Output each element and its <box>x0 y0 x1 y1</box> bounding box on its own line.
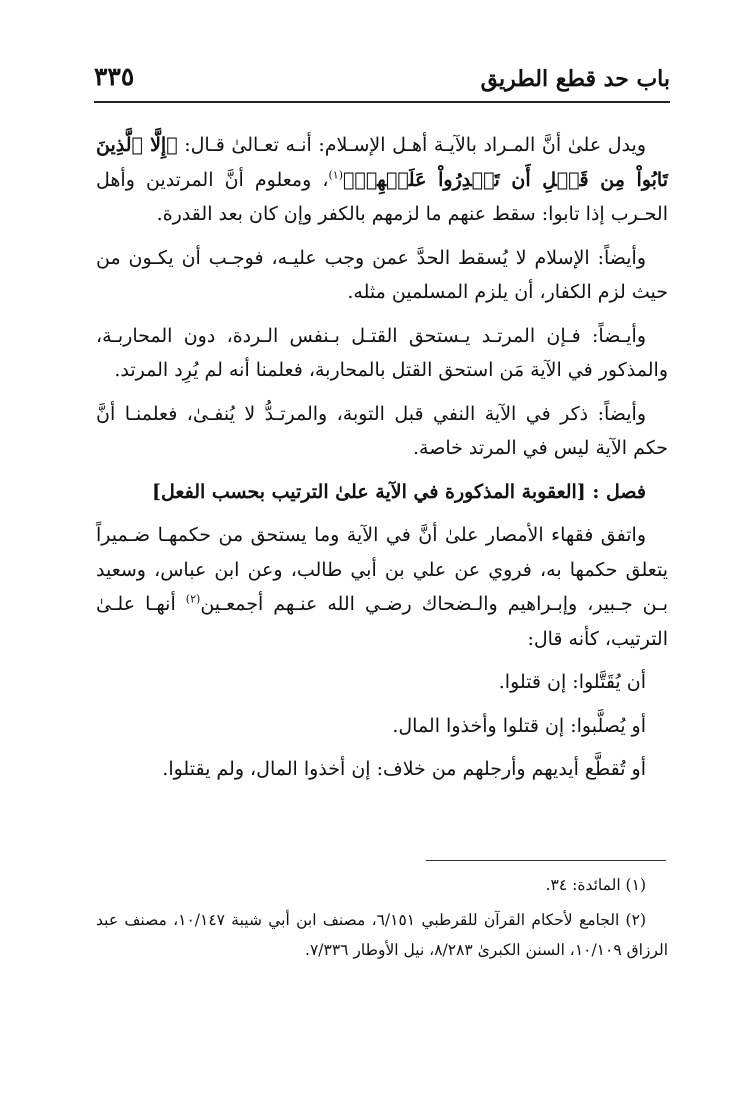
section-heading <box>96 475 668 510</box>
paragraph-3: وأيـضاً: فـإن المرتـد يـستحق القتـل بـنفس الـردة، دون المحاربـة، والمذكور في الآية مَن استحق القتل بالمحاربة، فعلمنا أنه لم يُرِد المرتد. <box>96 324 668 381</box>
footnote-1: (١) المائدة: ٣٤. <box>545 876 646 894</box>
paragraph-2: وأيضاً: الإسلام لا يُسقط الحدَّ عمن وجب عليـه، فوجـب أن يكـون من حيث لزم الكفار، أن يلزم المسلمين مثله. <box>96 246 668 303</box>
main-text <box>96 128 668 796</box>
paragraph-4: وأيضاً: ذكر في الآية النفي قبل التوبة، والمرتـدُّ لا يُنفـىٰ، فعلمنـا أنَّ حكم الآية ليس في المرتد خاصة. <box>96 402 668 459</box>
footnote-ref-2: (٢) <box>185 592 201 606</box>
ruling-line-2: أو يُصلَّبوا: إن قتلوا وأخذوا المال. <box>392 714 646 737</box>
quran-verse: ﴿إِلَّا ٱلَّذِينَ تَابُواْ مِن قَبۡلِ أَن تَقۡدِرُواْ عَلَيۡهِمۡ﴾ <box>96 134 668 191</box>
ruling-line-3: أو تُقطَّع أيديهم وأرجلهم من خلاف: إن أخذوا المال، ولم يقتلوا. <box>162 758 646 780</box>
paragraph-1: ويدل علىٰ أنَّ المـراد بالآيـة أهـل الإسـلام: أنـه تعـالىٰ قـال: ﴿إِلَّا ٱلَّذِينَ تَابُواْ مِن قَبۡلِ أَن تَقۡدِرُواْ عَلَيۡهِمۡ﴾$^{(١)}$، ومعلوم أنَّ المرتدين وأهل الحـرب إذا تابوا: سقط عنهم ما لزمهم بالكفر وإن كان بعد القدرة. <box>96 134 668 225</box>
footnote-divider <box>426 860 666 861</box>
ruling-line-1: أن يُقَتَّلوا: إن قتلوا. <box>498 671 646 693</box>
header-divider <box>94 101 670 103</box>
running-header <box>94 60 670 100</box>
section-label: فصل : <box>585 480 646 503</box>
footnote-ref-1: (١) <box>328 168 344 182</box>
paragraph-5: واتفق فقهاء الأمصار علىٰ أنَّ في الآية وما يستحق من حكمهـا ضـميراً يتعلق حكمها به، فروي عن علي بن أبي طالب، وعن ابن عباس، وسعيد بـن جـبير، وإبـراهيم والـضحاك رضـي الله عنـهم أجمعـين$^{(٢)}$ أنهـا علـىٰ الترتيب، كأنه قال: <box>96 524 668 650</box>
footnote-2: (٢) الجامع لأحكام القرآن للقرطبي ٦/١٥١، مصنف ابن أبي شيبة ١٠/١٤٧، مصنف عبد الرزاق ١٠/١٠٩، السنن الكبرىٰ ٨/٢٨٣، نيل الأوطار ٧/٣٣٦. <box>96 911 668 959</box>
section-title: [العقوبة المذكورة في الآية علىٰ الترتيب بحسب الفعل] <box>152 480 586 503</box>
page-number: ٣٣٥ <box>94 62 135 91</box>
chapter-title: باب حد قطع الطريق <box>480 66 670 92</box>
footnotes <box>96 870 668 970</box>
